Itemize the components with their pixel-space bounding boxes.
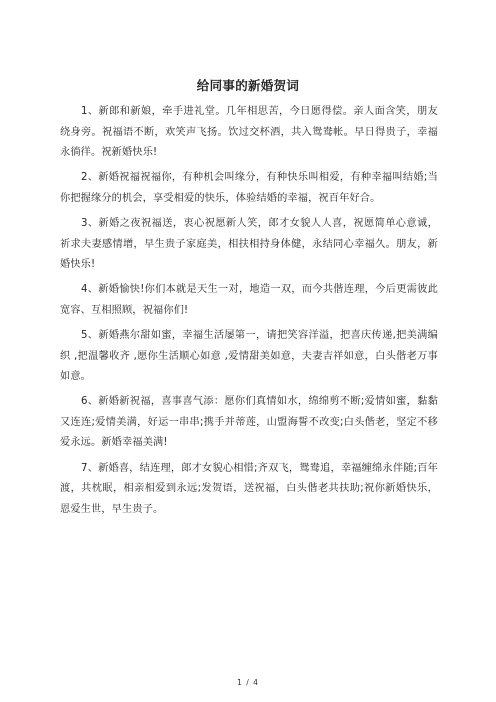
page-indicator: 1 / 4 bbox=[237, 678, 259, 687]
paragraph-1: 1、新郎和新娘，牵手进礼堂。几年相思苦，今日愿得偿。亲人面含笑，朋友绕身旁。祝福语不断，欢笑声飞扬。饮过交杯酒，共入鸳鸯帐。早日得贵子，幸福永徜徉。祝新婚快乐! bbox=[60, 106, 438, 159]
paragraph-7: 7、新婚喜，结连理，郎才女貌心相惜;齐双飞，鸳鸯追，幸福缠绵永伴随;百年渡，共枕眠，相亲相爱到永远;发贺语，送祝福，白头偕老共扶助;祝你新婚快乐，恩爱生世，早生贵子。 bbox=[60, 462, 438, 515]
document-title: 给同事的新婚贺词 bbox=[196, 78, 300, 93]
paragraph-5: 5、新婚燕尔甜如蜜，幸福生活屡第一，请把笑容洋溢，把喜庆传递,把美满编织 ,把温馨收齐 ,愿你生活顺心如意 ,爱情甜美如意，夫妻吉祥如意，白头偕老万事如意。 bbox=[60, 329, 438, 383]
document-body bbox=[60, 102, 438, 525]
paragraph-3: 3、新婚之夜祝福送，衷心祝愿新人笑，郎才女貌人人喜，祝愿简单心意诚，祈求夫妻感情增，早生贵子家庭美，相扶相持身体健，永结同心幸福久。朋友，新婚快乐! bbox=[60, 217, 438, 271]
paragraph-6: 6、新婚新祝福，喜事喜气添：愿你们真情如水，绵绵剪不断;爱情如蜜，黏黏又连连;爱情美满，好运一串串;携手并蒂莲，山盟海誓不改变;白头偕老，坚定不移爱永远。新婚幸福美满! bbox=[60, 396, 438, 449]
paragraph-4: 4、新婚愉快!你们本就是天生一对，地造一双，而今共偕连理，今后更需彼此宽容、互相照顾，祝福你们! bbox=[60, 284, 438, 316]
paragraph-2: 2、新婚祝福祝福你，有种机会叫缘分，有种快乐叫相爱，有种幸福叫结婚;当你把握缘分的机会，享受相爱的快乐，体验结婚的幸福，祝百年好合。 bbox=[60, 172, 438, 204]
